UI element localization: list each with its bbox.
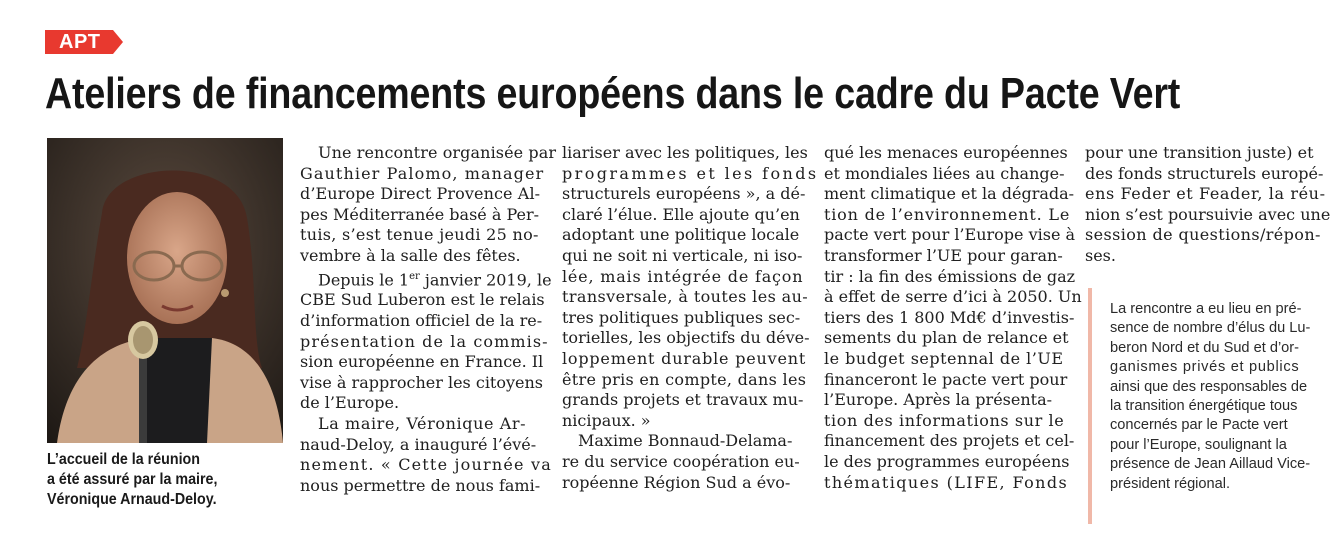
text-line: claré l’élue. Elle ajoute qu’en bbox=[562, 204, 800, 224]
text-line: thématiques (LIFE, Fonds bbox=[824, 472, 1069, 492]
text-line: à effet de serre d’ici à 2050. Un bbox=[824, 287, 1082, 307]
photo-caption bbox=[47, 450, 268, 510]
text-line: Depuis le 1er janvier 2019, le bbox=[318, 269, 552, 289]
text-line: tuis, s’est tenue jeudi 25 no- bbox=[300, 225, 539, 245]
article-column-1 bbox=[300, 143, 557, 496]
caption-line: a été assuré par la maire, bbox=[47, 471, 218, 488]
text-line: tres politiques publiques sec- bbox=[562, 307, 801, 327]
text-line: pacte vert pour l’Europe vise à bbox=[824, 225, 1076, 245]
text-line: La maire, Véronique Ar- bbox=[318, 414, 527, 434]
text-line: ens Feder et Feader, la réu- bbox=[1085, 184, 1326, 204]
box-line: beron Nord et du Sud et d’or- bbox=[1110, 339, 1300, 356]
article-column-2 bbox=[562, 143, 819, 493]
text-line: financeront le pacte vert pour bbox=[824, 369, 1068, 389]
article-column-3 bbox=[824, 143, 1082, 493]
text-line: Une rencontre organisée par bbox=[318, 143, 557, 162]
sidebar-box bbox=[1088, 288, 1332, 524]
text-line: grands projets et travaux mu- bbox=[562, 390, 804, 410]
section-tag-label: APT bbox=[59, 31, 101, 53]
text-line: nion s’est poursuivie avec une bbox=[1085, 204, 1331, 224]
text-line: présentation de la commis- bbox=[300, 331, 549, 351]
text-line: le des programmes européens bbox=[824, 451, 1070, 471]
text-line: vembre à la salle des fêtes. bbox=[300, 245, 521, 265]
text-line: financement des projets et cel- bbox=[824, 431, 1075, 451]
text-line: lée, mais intégrée de façon bbox=[562, 266, 804, 286]
text-line: qué les menaces européennes bbox=[824, 143, 1068, 162]
text-line: naud-Deloy, a inauguré l’évé- bbox=[300, 434, 537, 454]
text-line: session de questions/répon- bbox=[1085, 225, 1321, 245]
text-line: programmes et les fonds bbox=[562, 163, 819, 183]
text-line: transversale, à toutes les au- bbox=[562, 287, 809, 307]
section-tag bbox=[45, 30, 123, 54]
text-line: d’information officiel de la re- bbox=[300, 311, 543, 331]
box-line: présence de Jean Aillaud Vice- bbox=[1110, 456, 1311, 473]
text-line: pes Méditerranée basé à Per- bbox=[300, 204, 540, 224]
text-line: être pris en compte, dans les bbox=[562, 369, 807, 389]
caption-line: L’accueil de la réunion bbox=[47, 451, 200, 468]
text-line: de l’Europe. bbox=[300, 393, 400, 413]
text-line: tir : la fin des émissions de gaz bbox=[824, 266, 1076, 286]
text-line: transformer l’UE pour garan- bbox=[824, 245, 1063, 265]
box-line: la transition énergétique tous bbox=[1110, 398, 1298, 415]
article-photo bbox=[47, 138, 283, 443]
text-line: tion de l’environnement. Le bbox=[824, 204, 1071, 224]
text-line: re du service coopération eu- bbox=[562, 451, 800, 471]
text-line: des fonds structurels europé- bbox=[1085, 163, 1324, 183]
text-line: Gauthier Palomo, manager bbox=[300, 163, 545, 183]
text-line: sements du plan de relance et bbox=[824, 328, 1069, 348]
text-line: d’Europe Direct Provence Al- bbox=[300, 184, 541, 204]
box-line: concernés par le Pacte vert bbox=[1110, 417, 1288, 434]
box-line: sence de nombre d’élus du Lu- bbox=[1110, 320, 1311, 337]
text-line: pour une transition juste) et bbox=[1085, 143, 1314, 162]
text-line: nous permettre de nous fami- bbox=[300, 475, 541, 495]
text-line: Maxime Bonnaud-Delama- bbox=[578, 431, 793, 451]
text-line: le budget septennal de l’UE bbox=[824, 348, 1064, 368]
text-line: CBE Sud Luberon est le relais bbox=[300, 290, 545, 310]
text-line: loppement durable peuvent bbox=[562, 348, 807, 368]
text-line: qui ne soit ni verticale, ni iso- bbox=[562, 245, 803, 265]
text-line: torielles, les objectifs du déve- bbox=[562, 328, 810, 348]
text-line: structurels européens », a dé- bbox=[562, 184, 806, 204]
box-line: pour l’Europe, soulignant la bbox=[1110, 436, 1287, 453]
sidebar-box-text bbox=[1110, 300, 1310, 494]
text-line: ses. bbox=[1085, 245, 1116, 265]
box-line: président régional. bbox=[1110, 475, 1231, 492]
text-line: sion européenne en France. Il bbox=[300, 352, 544, 372]
text-line: tiers des 1 800 Md€ d’investis- bbox=[824, 307, 1075, 327]
box-line: La rencontre a eu lieu en pré- bbox=[1110, 301, 1302, 317]
text-line: vise à rapprocher les citoyens bbox=[300, 372, 544, 392]
box-line: ganismes privés et publics bbox=[1110, 359, 1300, 376]
photo-illustration bbox=[47, 138, 283, 443]
text-line: l’Europe. Après la présenta- bbox=[824, 390, 1053, 410]
text-line: nement. « Cette journée va bbox=[300, 455, 552, 475]
article-column-4 bbox=[1085, 143, 1331, 267]
caption-line: Véronique Arnaud-Deloy. bbox=[47, 491, 217, 508]
text-line: et mondiales liées au change- bbox=[824, 163, 1065, 183]
text-line: ropéenne Région Sud a évo- bbox=[562, 472, 791, 492]
text-line: liariser avec les politiques, les bbox=[562, 143, 808, 162]
text-line: ment climatique et la dégrada- bbox=[824, 184, 1075, 204]
box-line: ainsi que des responsables de bbox=[1110, 378, 1308, 395]
text-line: nicipaux. » bbox=[562, 410, 651, 430]
text-line: tion des informations sur le bbox=[824, 410, 1065, 430]
article-headline: Ateliers de financements européens dans le cadre du Pacte Vert bbox=[45, 69, 1181, 118]
text-line: adoptant une politique locale bbox=[562, 225, 800, 245]
